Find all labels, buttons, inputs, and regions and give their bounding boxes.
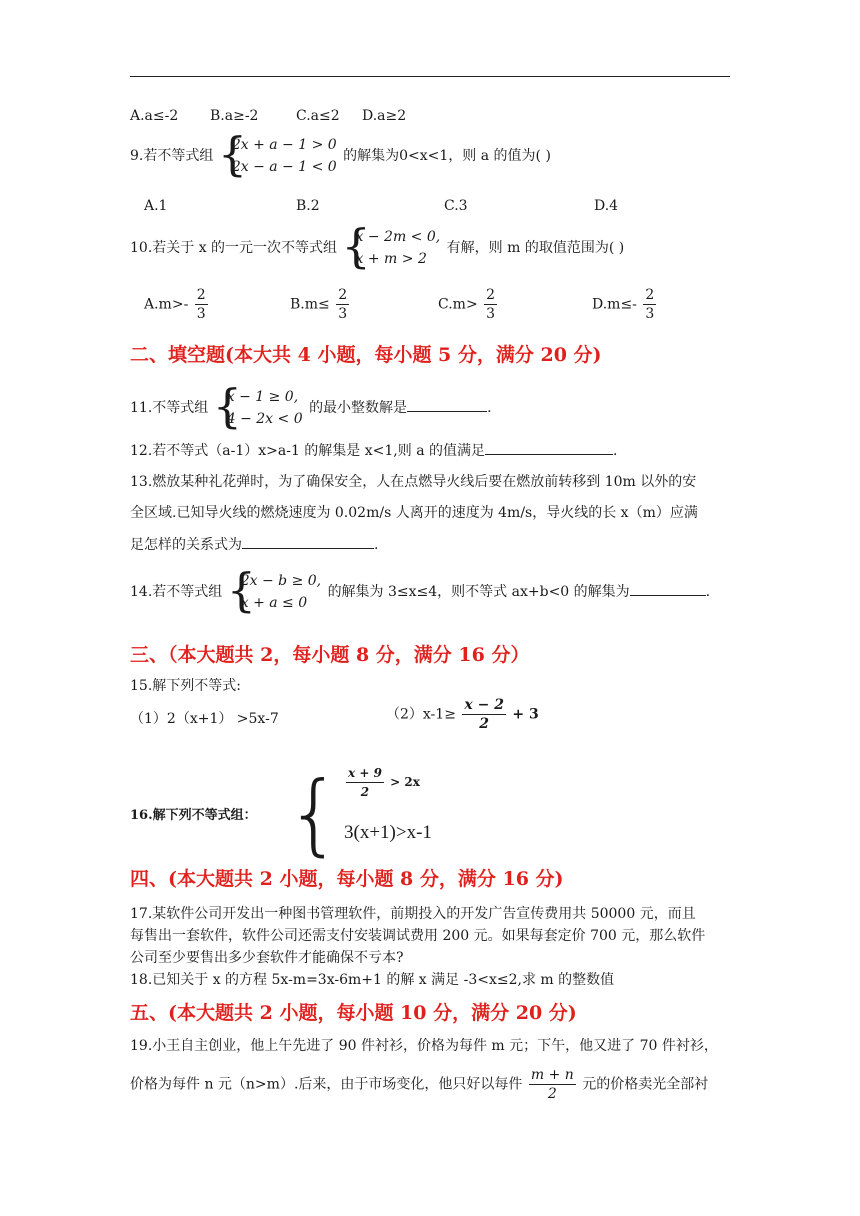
q10-b-label: B.m≤ <box>290 296 330 313</box>
question-14: 14.若不等式组 { 2x − b ≥ 0, x + a ≤ 0 的解集为 3≤x≤4，则不等式 ax+b<0 的解集为 . <box>130 570 710 614</box>
q8-option-b: B.a≥-2 <box>210 108 259 124</box>
q15-p2-suffix: + 3 <box>512 706 539 723</box>
q13-line2: 全区域.已知导火线的燃烧速度为 0.02m/s 人离开的速度为 4m/s，导火线的长 x（m）应满 <box>130 505 698 521</box>
q9-option-b: B.2 <box>296 198 320 214</box>
q13-line3: 足怎样的关系式为 <box>130 537 242 553</box>
q17-line1: 17.某软件公司开发出一种图书管理软件，前期投入的开发广告宣传费用共 50000 元，而且 <box>130 906 696 922</box>
q9-option-d: D.4 <box>594 198 619 214</box>
q10-b-den: 3 <box>338 306 348 322</box>
q16-title: 16.解下列不等式组： <box>130 808 257 823</box>
q10-a-label: A.m>- <box>144 296 189 313</box>
q19-frac-den: 2 <box>547 1086 557 1102</box>
q10-a-den: 3 <box>196 306 206 322</box>
question-19-line2 <box>130 1066 708 1103</box>
q10-a-fraction <box>195 286 208 323</box>
q15-p2-fraction <box>462 696 506 733</box>
q10-b-num: 2 <box>338 287 348 303</box>
question-12: 12.若不等式（a-1）x>a-1 的解集是 x<1,则 a 的值满足 . <box>130 440 617 461</box>
q19-line1: 19.小王自主创业，他上午先进了 90 件衬衫，价格为每件 m 元；下午，他又进了 70 件衬衫， <box>130 1038 718 1054</box>
q19-line2-prefix: 价格为每件 n 元（n>m）.后来，由于市场变化，他只好以每件 <box>130 1076 523 1093</box>
section-2-heading: 二、填空题(本大共 4 小题，每小题 5 分，满分 20 分) <box>130 344 602 366</box>
q10-option-b <box>290 286 351 323</box>
q16-eq1-num: x + 9 <box>346 764 384 783</box>
q16-eq1-fraction <box>346 764 384 801</box>
q15-part2 <box>386 696 539 733</box>
q15-part1: （1）2（x+1） >5x-7 <box>130 711 279 727</box>
section-5-heading: 五、(本大题共 2 小题，每小题 10 分，满分 20 分) <box>130 1002 577 1024</box>
q10-system <box>344 226 441 270</box>
q19-line2-suffix: 元的价格卖光全部衬 <box>582 1076 709 1093</box>
question-9 <box>130 134 551 178</box>
q10-sys-line1: { x − 2m < 0, <box>355 229 441 245</box>
q14-system <box>229 570 321 614</box>
q9-suffix: 的解集为0<x<1，则 a 的值为( ) <box>343 148 551 164</box>
q15-p2-num: x − 2 <box>464 697 504 713</box>
q9-sys-line1: { 2x + a − 1 > 0 <box>231 137 337 153</box>
section-3-heading: 三、（本大题共 2，每小题 8 分，满分 16 分） <box>130 644 530 666</box>
q10-c-label: C.m> <box>438 296 478 313</box>
q14-suffix: 的解集为 3≤x≤4，则不等式 ax+b<0 的解集为 <box>327 584 630 600</box>
q8-option-d: D.a≥2 <box>362 108 407 124</box>
q11-system <box>215 386 303 430</box>
q8-option-c: C.a≤2 <box>296 108 340 124</box>
q8-option-a: A.a≤-2 <box>130 108 179 124</box>
q10-sys-line2: x + m > 2 <box>355 251 427 267</box>
q10-b-fraction <box>336 286 349 323</box>
q9-option-c: C.3 <box>444 198 468 214</box>
q14-sys-line2: x + a ≤ 0 <box>240 595 308 611</box>
q10-suffix: 有解，则 m 的取值范围为( ) <box>446 240 625 256</box>
q10-option-c <box>438 286 499 323</box>
q12-answer-blank <box>485 440 613 455</box>
q10-prefix: 10.若关于 x 的一元一次不等式组 <box>130 240 338 256</box>
q15-title: 15.解下列不等式: <box>130 678 241 694</box>
q11-answer-blank <box>407 397 487 412</box>
q16-brace: { <box>286 762 342 865</box>
q9-prefix: 9.若不等式组 <box>130 148 214 164</box>
q18-text: 18.已知关于 x 的方程 5x-m=3x-6m+1 的解 x 满足 -3<x≤2,求 m 的整数值 <box>130 972 615 988</box>
q9-system <box>220 134 337 178</box>
q16-eq1-den: 2 <box>360 785 370 799</box>
q15-p2-den: 2 <box>479 716 490 732</box>
question-13-line3: 足怎样的关系式为 . <box>130 534 378 555</box>
q10-option-a <box>144 286 210 323</box>
question-11: 11.不等式组 { x − 1 ≥ 0, 4 − 2x < 0 的最小整数解是 . <box>130 386 492 430</box>
q17-line3: 公司至少要售出多少套软件才能确保不亏本? <box>130 950 404 966</box>
q13-answer-blank <box>242 534 374 549</box>
q10-d-num: 2 <box>645 287 655 303</box>
q13-line1: 13.燃放某种礼花弹时，为了确保安全，人在点燃导火线后要在燃放前转移到 10m 以外的安 <box>130 474 697 490</box>
q10-a-num: 2 <box>196 287 206 303</box>
q19-fraction <box>529 1066 576 1103</box>
q15-p2-prefix: （2）x-1≥ <box>386 706 456 723</box>
q12-text: 12.若不等式（a-1）x>a-1 的解集是 x<1,则 a 的值满足 <box>130 443 485 459</box>
q10-c-num: 2 <box>486 287 496 303</box>
q14-answer-blank <box>630 581 706 596</box>
q14-prefix: 14.若不等式组 <box>130 584 223 600</box>
header-rule <box>130 76 730 77</box>
q10-option-d <box>592 286 658 323</box>
q11-sys-line1: { x − 1 ≥ 0, <box>226 389 299 405</box>
q19-frac-num: m + n <box>530 1067 574 1083</box>
q11-suffix: 的最小整数解是 <box>309 400 408 416</box>
question-10 <box>130 226 624 270</box>
q17-line2: 每售出一套软件，软件公司还需支付安装调试费用 200 元。如果每套定价 700 元，那么软件 <box>130 928 706 944</box>
q10-d-den: 3 <box>645 306 655 322</box>
q11-prefix: 11.不等式组 <box>130 400 209 416</box>
q16-eq1-suffix: > 2x <box>390 775 420 789</box>
q10-c-fraction <box>484 286 497 323</box>
q9-sys-line2: 2x − a − 1 < 0 <box>231 159 337 175</box>
q10-c-den: 3 <box>486 306 496 322</box>
q10-d-fraction <box>643 286 656 323</box>
q11-sys-line2: 4 − 2x < 0 <box>226 411 303 427</box>
q14-sys-line1: { 2x − b ≥ 0, <box>240 573 322 589</box>
q16-eq1 <box>344 764 420 801</box>
q10-d-label: D.m≤- <box>592 296 637 313</box>
section-4-heading: 四、(本大题共 2 小题，每小题 8 分，满分 16 分) <box>130 868 564 890</box>
q16-eq2: 3(x+1)>x-1 <box>344 822 432 843</box>
q9-option-a: A.1 <box>144 198 168 214</box>
